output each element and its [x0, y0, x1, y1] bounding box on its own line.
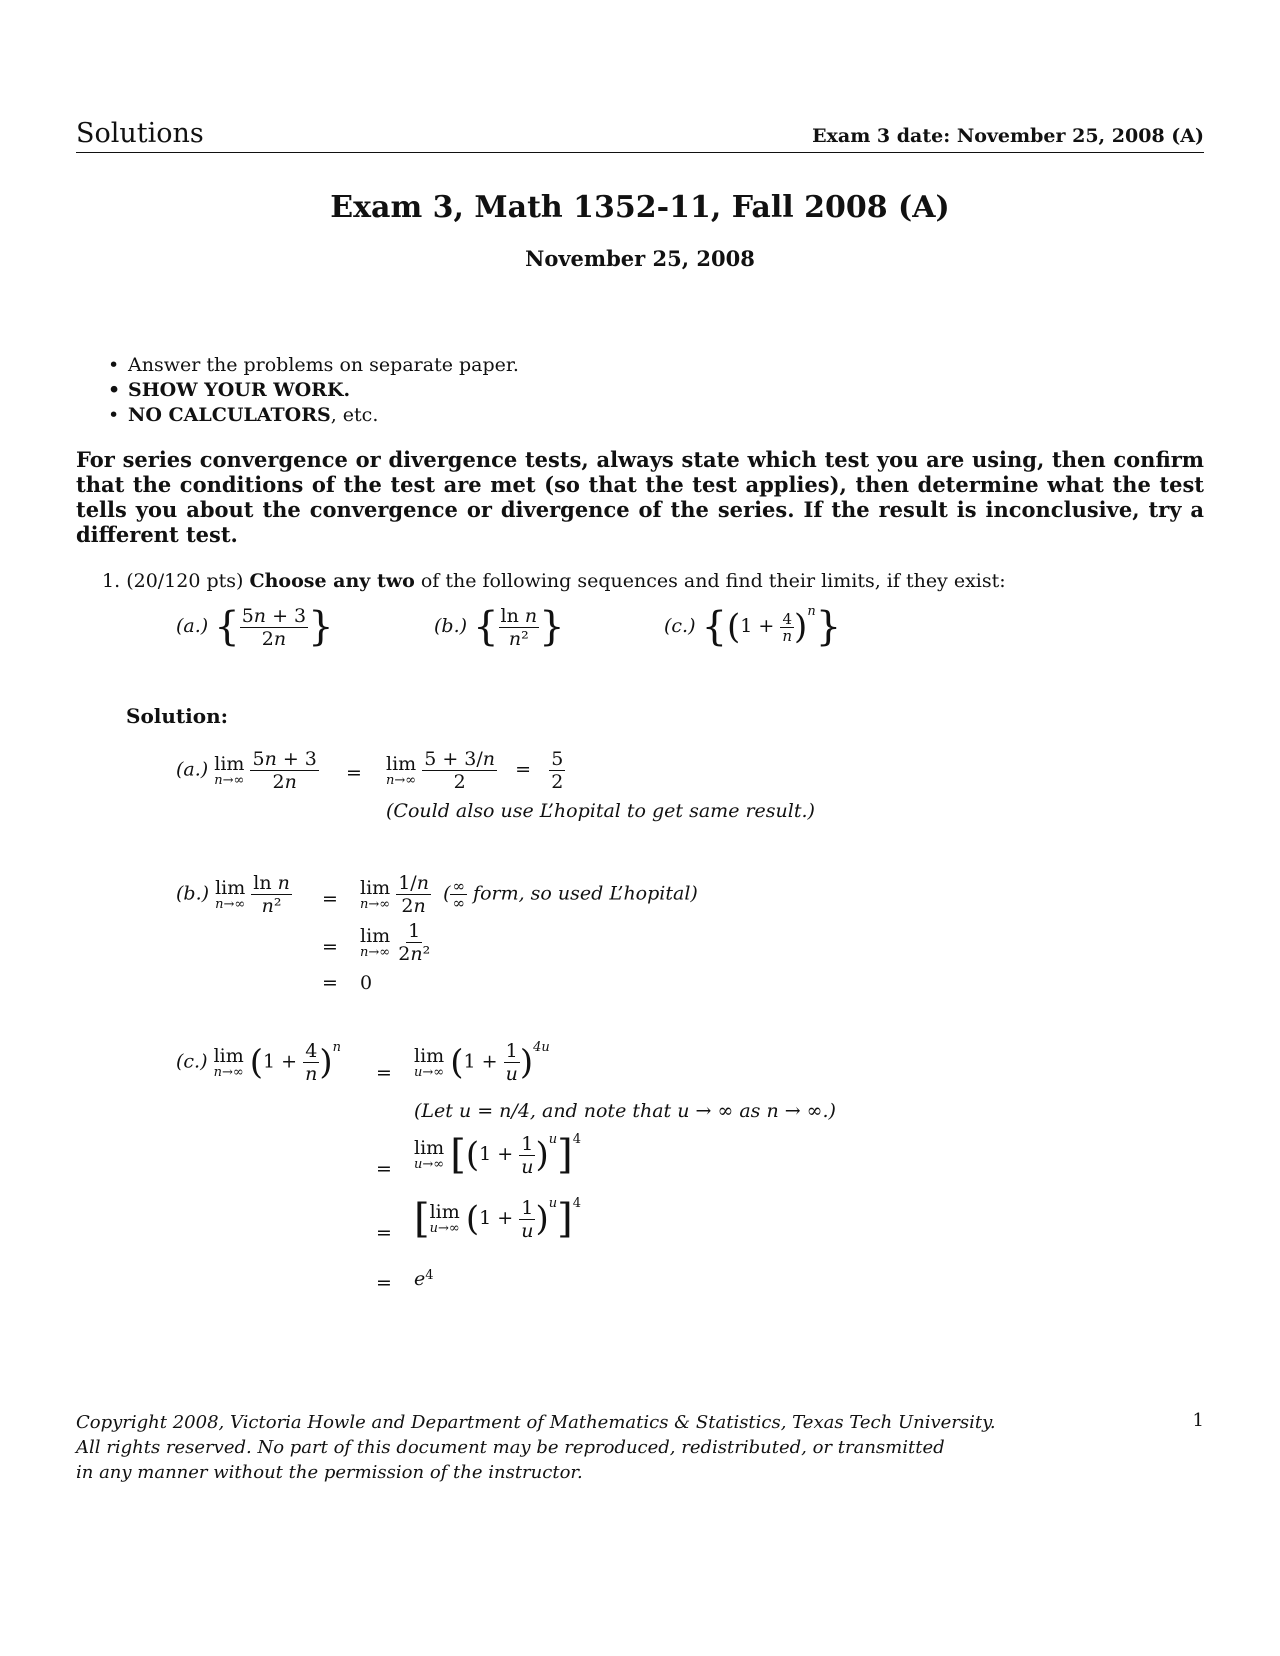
document-page: Solutions Exam 3 date: November 25, 2008 (A) Exam 3, Math 1352-11, Fall 2008 (A) November 25, 2008 • Answer the problems on separate paper. • SHOW YOUR WORK. • NO CALCULATORS, etc. For series convergence or divergence tests, always state which test you are using, then confirm that the conditions of the test are met (so that the test applies), then determine what the test tells you about the convergence or divergence of the series. If the result is inconclusive, try a different test. 1. (20/120 pts) Choose any two of the following sequences and find their limits, if they exist: (a.) { $\frac{5n + 3}{2n}$ } (b.) { $\frac{\text{ln n}}{\text{n²}}$ } (c.) {(1 + $\frac{4}{n}$ )$^n$} Solution: (a.) lim n→∞ $\frac{5n + 3}{2n}$ = lim n→∞ $\frac{5 + 3/n}{2}$ = $\frac{5}{2}$ (Could also use L’hopital to get same result.) (b.) lim n→∞ $\frac{\text{ln n}}{\text{n²}}$ = lim n→∞ $\frac{1/n}{2n}$ ( $\frac{\infty}{\infty}$ form, so used L’hopital) = lim n→∞ $\frac{1}{\text{2n²}}$ = 0 (c.) lim n→∞ (1 + $\frac{4}{n}$ )$^n$ = lim u→∞ (1 + $\frac{1}{u}$ )$^{4u}$ (Let u = n/4, and note that u → ∞ as n → ∞.) = lim u→∞ [(1 + $\frac{1}{u}$ )$^u$]$^4$ = [ lim u→∞ (1 + $\frac{1}{u}$ )$^u$]$^4$ = $e^4$ Copyright 2008, Victoria Howle and Department of Mathematics & Statistics, Texas Tech University. All rights reserved. No part of this document may be reproduced, redistributed, or transmitted in any manner without the permission of the instructor. 1 — [76, 0, 1204, 1656]
solution-c-result: $e^4$ — [414, 1268, 434, 1290]
problem-1-statement: 1. (20/120 pts) Choose any two of the following sequences and find their limits, if they exist: — [102, 570, 1006, 592]
sequence-b: (b.) { $\frac{\text{ln n}}{\text{n²}}$ } — [434, 604, 565, 650]
copyright-footer: Copyright 2008, Victoria Howle and Department of Mathematics & Statistics, Texas Tech University. All rights reserved. No part of this document may be reproduced, redistributed, or transmitted in any manner without the permission of the instructor. — [76, 1412, 996, 1483]
note-a: (Could also use L’hopital to get same result.) — [386, 800, 815, 822]
sequence-c: (c.) {(1 + $\frac{4}{n}$ )$^n$} — [664, 604, 842, 650]
solution-b-step1: lim n→∞ $\frac{1/n}{2n}$ ( $\frac{\infty}{\infty}$ form, so used L’hopital) — [360, 872, 698, 917]
solution-a-rhs: lim n→∞ $\frac{5 + 3/n}{2}$ = $\frac{5}{2}$ — [386, 748, 564, 793]
header-right: Exam 3 date: November 25, 2008 (A) — [812, 125, 1204, 147]
solution-c-step3: [ lim u→∞ (1 + $\frac{1}{u}$ )$^u$]$^4$ — [414, 1196, 581, 1242]
solution-c-step2: lim u→∞ [(1 + $\frac{1}{u}$ )$^u$]$^4$ — [414, 1132, 581, 1178]
solution-c-step1: lim u→∞ (1 + $\frac{1}{u}$ )$^{4u}$ — [414, 1040, 550, 1085]
solution-b-result: 0 — [360, 972, 373, 994]
bullet-item: • SHOW YOUR WORK. — [108, 379, 351, 401]
series-instructions: For series convergence or divergence tests, always state which test you are using, then confirm that the conditions of the test are met (so that the test applies), then determine what the test tells you about the convergence or divergence of the series. If the result is inconclusive, try a different test. — [76, 447, 1204, 547]
page-number: 1 — [1192, 1410, 1204, 1431]
sequence-a: (a.) { $\frac{5n + 3}{2n}$ } — [176, 604, 334, 650]
solution-c-lhs: (c.) lim n→∞ (1 + $\frac{4}{n}$ )$^n$ — [176, 1040, 342, 1085]
solution-a-lhs: (a.) lim n→∞ $\frac{5n + 3}{2n}$ — [176, 748, 317, 793]
bullet-item: • NO CALCULATORS, etc. — [108, 404, 379, 426]
exam-title: Exam 3, Math 1352-11, Fall 2008 (A) — [330, 190, 950, 225]
solution-label: Solution: — [126, 704, 229, 728]
running-header — [76, 112, 1204, 153]
solution-b-lhs: (b.) lim n→∞ $\frac{\text{ln n}}{\text{n²}}$ — [176, 872, 290, 917]
solution-b-step2: lim n→∞ $\frac{1}{\text{2n²}}$ — [360, 920, 431, 965]
instruction-bullets — [108, 353, 519, 428]
exam-date: November 25, 2008 — [525, 246, 755, 271]
bullet-item: • Answer the problems on separate paper. — [108, 354, 519, 376]
header-left: Solutions — [76, 118, 204, 149]
note-c: (Let u = n/4, and note that u → ∞ as n → ∞.) — [414, 1100, 836, 1122]
